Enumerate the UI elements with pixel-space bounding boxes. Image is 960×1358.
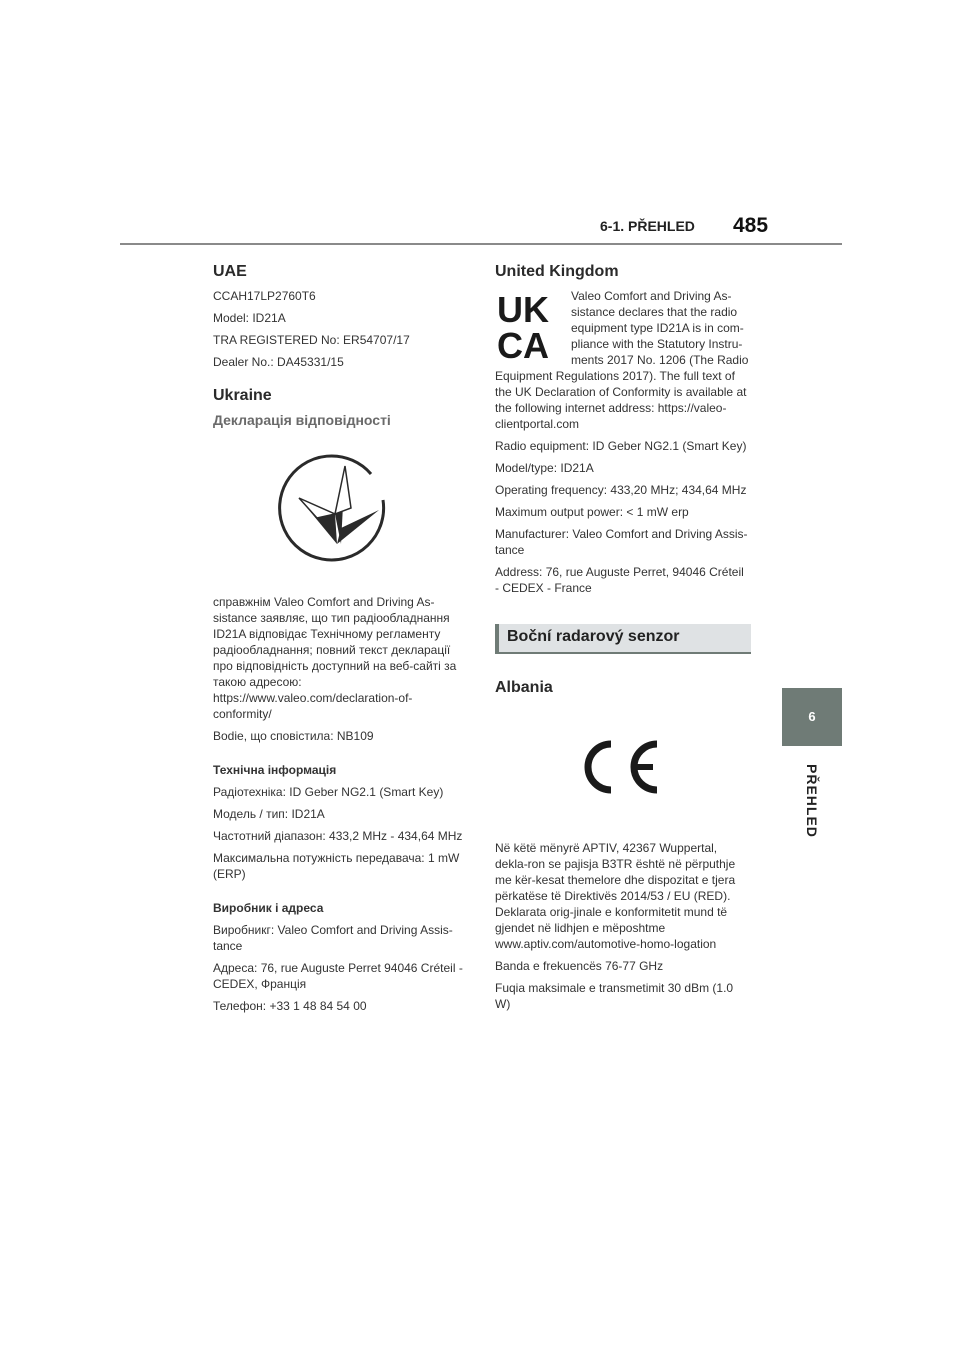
ukraine-notified-body: Bodie, що сповістила: NB109 [213, 729, 374, 743]
chapter-tab-label: PŘEHLED [804, 764, 820, 838]
uk-declaration: Valeo Comfort and Driving As-sistance declares that the radio equipment type ID21A is in com-pliance with the Statutory Instru-ments 2017 No. 1206 (The Radio Equipment Regulations 2017). The full text of the UK Declaration of Conformity is available at the following internet address: https://valeo-clientportal.com [495, 289, 749, 431]
uk-line: Maximum output power: < 1 mW erp [495, 505, 689, 519]
uk-heading: United Kingdom [495, 263, 619, 280]
albania-line: Fuqia maksimale e transmetimit 30 dBm (1.0 W) [495, 981, 734, 1011]
tech-info-heading: Технічна інформація [213, 763, 337, 777]
tech-line: Радіотехніка: ID Geber NG2.1 (Smart Key) [213, 785, 444, 799]
tech-line: Модель / тип: ID21A [213, 807, 325, 821]
section-title: 6-1. PŘEHLED [600, 218, 695, 234]
section-highlight-heading: Boční radarový senzor [495, 624, 751, 654]
albania-heading: Albania [495, 679, 553, 696]
albania-declaration: Në këtë mënyrë APTIV, 42367 Wuppertal, dekla-ron se pajisja B3TR është në përputhje me kër-kesat themelore dhe dispozitat e tjera përkatëse të Direktivës 2014/53 / EU (RED). Deklarata orig-jinale e konformitetit mund të gjendet në lidhjen e mëposhtme www.aptiv.com/automotive-homo-logation [495, 841, 736, 951]
uk-line: Radio equipment: ID Geber NG2.1 (Smart Key) [495, 439, 747, 453]
albania-line: Banda e frekuencës 76-77 GHz [495, 959, 664, 973]
uae-line: CCAH17LP2760T6 [213, 289, 316, 303]
uk-line: Manufacturer: Valeo Comfort and Driving Assis-tance [495, 527, 748, 557]
ukca-mark-icon [497, 290, 563, 360]
uk-line: Operating frequency: 433,20 MHz; 434,64 MHz [495, 483, 747, 497]
uae-line: Model: ID21A [213, 311, 286, 325]
manufacturer-line: Виробникг: Valeo Comfort and Driving Assis-tance [213, 923, 453, 953]
ukca-mark-letters-bottom: CA [497, 325, 549, 360]
tech-line: Максимальна потужність передавача: 1 mW (ERP) [213, 851, 460, 881]
uae-heading: UAE [213, 263, 247, 280]
tech-line: Частотний діапазон: 433,2 MHz - 434,64 MHz [213, 829, 463, 843]
ukraine-heading: Ukraine [213, 387, 272, 404]
left-column [213, 264, 463, 1020]
manufacturer-heading: Виробник і адреса [213, 901, 324, 915]
ukca-mark-letters-top: UK [497, 290, 549, 330]
uk-line: Model/type: ID21A [495, 461, 594, 475]
page-number: 485 [733, 214, 769, 237]
ce-mark-icon [573, 736, 663, 798]
header-divider [120, 243, 842, 245]
ukraine-declaration: справжнім Valeo Comfort and Driving As-sistance заявляє, що тип радіообладнання ID21A відповідає Технічному регламенту радіообладнання; повний текст декларації про відповідність доступний на веб-сайті за такою адресою: https://www.valeo.com/declaration-of-conformity/ [213, 595, 457, 721]
uae-line: TRA REGISTERED No: ER54707/17 [213, 333, 410, 347]
ukraine-subheading: Декларація відповідності [213, 412, 391, 428]
uae-line: Dealer No.: DA45331/15 [213, 355, 344, 369]
chapter-tab[interactable]: 6 [782, 688, 842, 746]
right-column [495, 264, 751, 1018]
manufacturer-line: Адреса: 76, rue Auguste Perret 94046 Créteil - CEDEX, Франція [213, 961, 463, 991]
uk-line: Address: 76, rue Auguste Perret, 94046 Créteil - CEDEX - France [495, 565, 744, 595]
manufacturer-line: Телефон: +33 1 48 84 54 00 [213, 999, 367, 1013]
uk-declaration-block [495, 288, 751, 438]
ua-conformity-mark-icon [275, 452, 391, 568]
